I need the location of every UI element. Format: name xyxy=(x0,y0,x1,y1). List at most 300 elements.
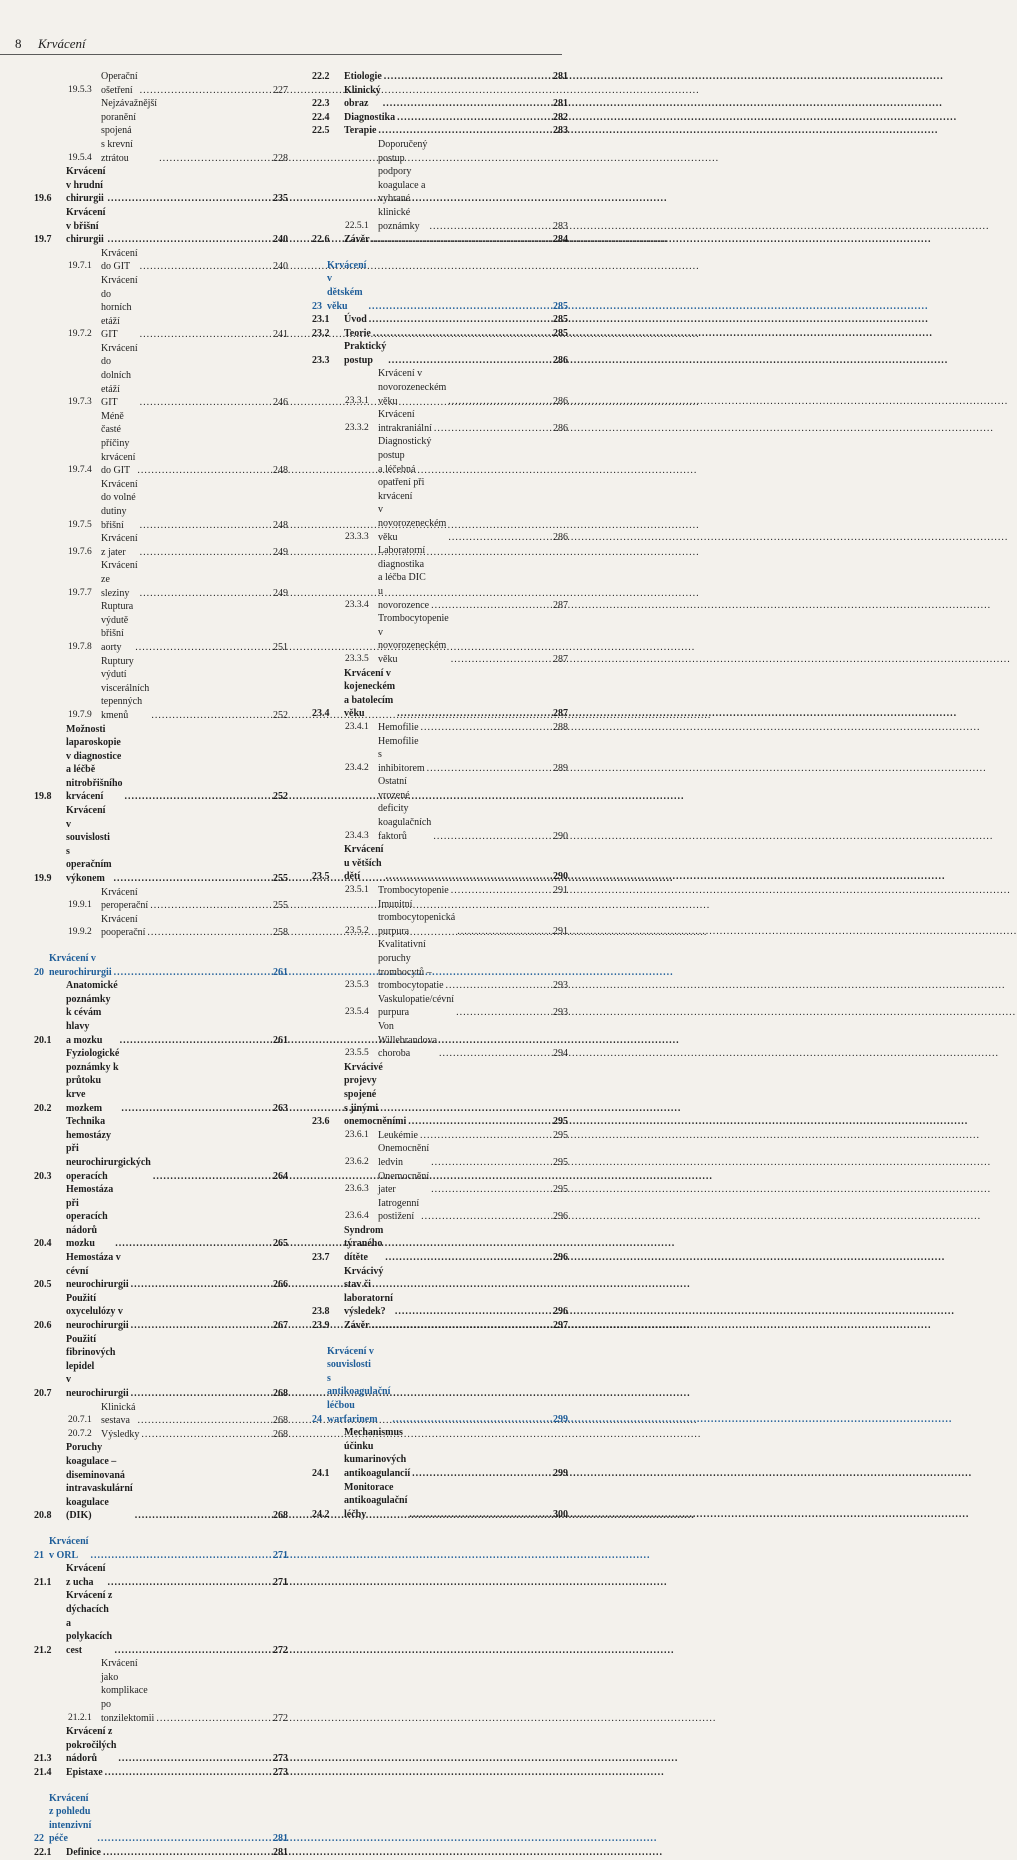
toc-entry-title: Krvácení do horních etáží GIT xyxy=(101,274,138,341)
section-gap xyxy=(312,247,568,259)
leader-dots xyxy=(118,1752,271,1766)
toc-entry-title: Fyziologické poznámky k průtoku krve mozkem xyxy=(66,1048,120,1114)
toc-subsection-entry xyxy=(312,1142,568,1169)
leader-dots xyxy=(131,1319,271,1333)
toc-entry-page: 281 xyxy=(273,1847,288,1858)
toc-entry-title: Teorie xyxy=(344,327,371,339)
toc-entry-page: 285 xyxy=(553,300,568,312)
leader-dots xyxy=(456,1006,551,1020)
toc-entry-page: 228 xyxy=(273,152,288,164)
toc-entry-page: 249 xyxy=(273,546,288,558)
toc-section-entry xyxy=(312,1426,568,1480)
toc-entry-number: 22.5 xyxy=(312,125,330,137)
toc-entry-number: 23.3.4 xyxy=(345,599,369,610)
toc-chapter-entry xyxy=(34,1535,288,1562)
toc-entry-number: 20.2 xyxy=(34,1102,52,1114)
leader-dots xyxy=(451,653,551,667)
toc-chapter-entry xyxy=(312,259,568,313)
leader-dots xyxy=(409,1508,551,1522)
toc-section-entry xyxy=(34,206,288,247)
toc-entry-number: 22.4 xyxy=(312,111,330,123)
toc-subsection-entry xyxy=(312,138,568,233)
toc-entry-title: Praktický postup xyxy=(344,341,387,366)
toc-subsection-entry xyxy=(34,600,288,654)
toc-entry-number: 20.4 xyxy=(34,1238,52,1250)
toc-entry-page: 297 xyxy=(553,1320,568,1332)
toc-entry-number: 22 xyxy=(34,1833,44,1845)
leader-dots xyxy=(420,1129,551,1143)
toc-entry-title: Krvácení intrakraniální xyxy=(378,409,432,434)
toc-subsection-entry xyxy=(34,1428,288,1442)
toc-entry-number: 19.8 xyxy=(34,791,52,803)
leader-dots xyxy=(103,1846,271,1860)
toc-entry-page: 267 xyxy=(273,1320,288,1332)
toc-entry-page: 286 xyxy=(553,531,568,543)
toc-entry-page: 295 xyxy=(553,1116,568,1128)
toc-entry-title: Onemocnění ledvin xyxy=(378,1143,430,1168)
toc-entry-number: 23.3.1 xyxy=(345,395,369,406)
toc-entry-page: 286 xyxy=(553,395,568,407)
toc-entry-page: 271 xyxy=(273,1576,288,1588)
toc-entry-title: Krvácení z ucha xyxy=(66,1563,106,1588)
toc-entry-page: 246 xyxy=(273,397,288,409)
leader-dots xyxy=(397,111,551,125)
toc-entry-title: Ruptura výdutě břišní aorty xyxy=(101,601,134,653)
toc-entry-number: 23.3.3 xyxy=(345,531,369,542)
toc-entry-title: Krvácení do dolních etáží GIT xyxy=(101,342,138,409)
leader-dots xyxy=(385,870,551,884)
toc-entry-number: 20.8 xyxy=(34,1510,52,1522)
leader-dots xyxy=(427,762,551,776)
toc-entry-title: Vaskulopatie/cévní purpura xyxy=(378,993,455,1019)
leader-dots xyxy=(431,599,551,613)
page-number: 8 xyxy=(15,36,22,51)
toc-entry-page: 296 xyxy=(553,1252,568,1264)
toc-subsection-entry xyxy=(312,408,568,435)
page-header xyxy=(0,36,600,58)
toc-entry-title: Doporučený postup podpory koagulace a vybrané klinické poznámky xyxy=(378,138,428,232)
toc-entry-number: 23.3.2 xyxy=(345,422,369,433)
toc-entry-page: 261 xyxy=(273,1034,288,1046)
leader-dots xyxy=(372,1319,551,1333)
toc-entry-number: 22.2 xyxy=(312,71,330,82)
leader-dots xyxy=(97,1832,271,1846)
toc-section-entry xyxy=(34,723,288,805)
toc-entry-page: 289 xyxy=(553,762,568,774)
toc-entry-number: 19.9.1 xyxy=(68,900,92,911)
leader-dots xyxy=(392,1413,551,1427)
toc-entry-page: 273 xyxy=(273,1753,288,1765)
toc-entry-title: Monitorace antikoagulační léčby xyxy=(344,1481,408,1520)
leader-dots xyxy=(446,979,551,993)
leader-dots xyxy=(373,327,551,341)
toc-entry-title: Krvácení v břišní chirurgii xyxy=(66,206,106,246)
leader-dots xyxy=(372,233,551,247)
toc-entry-title: Krvácení v ORL xyxy=(49,1535,89,1561)
toc-section-entry xyxy=(312,84,568,111)
leader-dots xyxy=(137,1414,271,1428)
toc-entry-number: 20.7 xyxy=(34,1388,52,1399)
toc-entry-page: 287 xyxy=(553,599,568,611)
toc-entry-number: 23 xyxy=(312,300,322,312)
leader-dots xyxy=(431,1156,551,1170)
toc-entry-page: 266 xyxy=(273,1279,288,1291)
section-gap xyxy=(34,940,288,952)
toc-entry-page: 272 xyxy=(273,1712,288,1724)
toc-entry-number: 20 xyxy=(34,966,44,978)
toc-section-entry xyxy=(34,1292,288,1333)
toc-section-entry xyxy=(312,340,568,367)
toc-entry-title: Laboratorní diagnostika a léčba DIC u novorozence xyxy=(378,545,430,611)
toc-entry-title: Krvácení u větších dětí xyxy=(344,844,384,883)
toc-section-entry xyxy=(34,1251,288,1292)
leader-dots xyxy=(135,1509,271,1523)
toc-entry-number: 23.4 xyxy=(312,708,330,720)
toc-entry-number: 20.7.2 xyxy=(68,1428,92,1439)
toc-entry-page: 283 xyxy=(553,125,568,137)
toc-entry-page: 291 xyxy=(553,925,568,937)
toc-subsection-entry xyxy=(312,1197,568,1224)
toc-entry-number: 24 xyxy=(312,1413,322,1425)
toc-section-entry xyxy=(312,313,568,327)
toc-entry-title: Imunitní trombocytopenická purpura xyxy=(378,898,456,937)
toc-subsection-entry xyxy=(34,70,288,97)
toc-entry-number: 21 xyxy=(34,1549,44,1561)
toc-entry-page: 268 xyxy=(273,1510,288,1522)
toc-entry-title: Použití oxycelulózy v neurochirurgii xyxy=(66,1292,129,1332)
toc-subsection-entry xyxy=(312,367,568,408)
toc-entry-number: 19.5.3 xyxy=(68,84,92,95)
leader-dots xyxy=(107,192,271,206)
toc-entry-number: 21.2 xyxy=(34,1644,52,1656)
toc-entry-page: 241 xyxy=(273,329,288,341)
toc-entry-number: 22.6 xyxy=(312,234,330,246)
toc-section-entry xyxy=(34,1766,288,1780)
leader-dots xyxy=(388,354,551,368)
leader-dots xyxy=(150,899,271,913)
toc-entry-page: 258 xyxy=(273,927,288,939)
toc-entry-title: Krvácení peroperační xyxy=(101,886,149,912)
toc-entry-number: 19.7.7 xyxy=(68,587,92,598)
toc-section-entry xyxy=(34,1333,288,1401)
toc-entry-page: 281 xyxy=(553,71,568,82)
toc-entry-page: 285 xyxy=(553,314,568,326)
toc-entry-page: 282 xyxy=(553,111,568,123)
toc-entry-title: Definice xyxy=(66,1847,101,1858)
leader-dots xyxy=(121,1102,271,1116)
toc-entry-page: 227 xyxy=(273,84,288,96)
toc-subsection-entry xyxy=(34,478,288,532)
toc-entry-number: 19.7.9 xyxy=(68,709,92,720)
leader-dots xyxy=(412,1467,551,1481)
toc-subsection-entry xyxy=(34,247,288,274)
toc-subsection-entry xyxy=(312,544,568,612)
toc-entry-number: 23.4.2 xyxy=(345,762,369,773)
toc-entry-page: 300 xyxy=(553,1508,568,1520)
toc-entry-title: Operační ošetření xyxy=(101,71,138,96)
toc-entry-title: Trombocytopenie v novorozeneckém věku xyxy=(378,613,449,665)
toc-entry-page: 284 xyxy=(553,234,568,246)
toc-entry-page: 283 xyxy=(553,220,568,232)
toc-section-entry xyxy=(34,1441,288,1523)
toc-subsection-entry xyxy=(312,993,568,1020)
toc-entry-number: 23.9 xyxy=(312,1320,330,1332)
toc-entry-page: 290 xyxy=(553,871,568,883)
toc-entry-number: 22.5.1 xyxy=(345,220,369,231)
toc-entry-page: 290 xyxy=(553,830,568,842)
toc-entry-title: Trombocytopenie xyxy=(378,885,449,897)
section-gap xyxy=(34,1523,288,1535)
leader-dots xyxy=(159,152,271,166)
leader-dots xyxy=(115,1237,271,1251)
toc-entry-page: 268 xyxy=(273,1388,288,1399)
toc-entry-title: Terapie xyxy=(344,125,377,137)
toc-entry-title: Nejzávažnější poranění spojená s krevní ztrátou xyxy=(101,98,158,164)
leader-dots xyxy=(90,1549,271,1563)
toc-subsection-entry xyxy=(312,1020,568,1061)
toc-entry-page: 248 xyxy=(273,465,288,477)
toc-entry-page: 249 xyxy=(273,587,288,599)
toc-subsection-entry xyxy=(34,342,288,410)
toc-entry-title: Syndrom týraného dítěte xyxy=(344,1224,384,1264)
toc-section-entry xyxy=(312,1319,568,1333)
leader-dots xyxy=(431,1183,551,1197)
leader-dots xyxy=(105,1766,271,1780)
toc-entry-title: Kvalitativní poruchy trombocytů – trombocytopatie xyxy=(378,939,444,992)
toc-entry-title: Etiologie xyxy=(344,71,382,82)
toc-entry-page: 261 xyxy=(273,966,288,978)
leader-dots xyxy=(433,830,551,844)
toc-entry-number: 20.1 xyxy=(34,1034,52,1046)
toc-entry-number: 23.4.1 xyxy=(345,721,369,732)
leader-dots xyxy=(153,1170,271,1184)
section-gap xyxy=(312,1333,568,1345)
toc-entry-title: Méně časté příčiny krvácení do GIT xyxy=(101,410,136,477)
toc-entry-page: 287 xyxy=(553,708,568,720)
toc-entry-title: Krvácení v novorozeneckém věku xyxy=(378,368,447,407)
toc-entry-page: 281 xyxy=(553,98,568,110)
toc-entry-number: 19.7 xyxy=(34,234,52,246)
toc-entry-page: 252 xyxy=(273,709,288,721)
toc-entry-number: 23.6.2 xyxy=(345,1156,369,1167)
toc-subsection-entry xyxy=(34,559,288,600)
toc-entry-page: 293 xyxy=(553,980,568,992)
leader-dots xyxy=(140,519,271,533)
leader-dots xyxy=(383,97,551,111)
toc-entry-number: 23.7 xyxy=(312,1252,330,1264)
leader-dots xyxy=(397,707,551,721)
toc-entry-number: 23.5.1 xyxy=(345,885,369,896)
toc-entry-title: Klinický obraz xyxy=(344,84,381,110)
toc-entry-page: 240 xyxy=(273,261,288,273)
toc-entry-title: Hemofilie xyxy=(378,721,419,733)
toc-entry-page: 287 xyxy=(553,653,568,665)
toc-entry-number: 24.1 xyxy=(312,1467,330,1479)
toc-subsection-entry xyxy=(34,886,288,913)
leader-dots xyxy=(384,70,551,84)
toc-entry-number: 19.6 xyxy=(34,193,52,205)
toc-entry-page: 252 xyxy=(273,791,288,803)
toc-entry-number: 23.5.3 xyxy=(345,980,369,991)
leader-dots xyxy=(457,925,551,939)
toc-entry-number: 23.1 xyxy=(312,314,330,326)
leader-dots xyxy=(156,1712,271,1726)
toc-entry-number: 23.5 xyxy=(312,871,330,883)
toc-entry-page: 265 xyxy=(273,1238,288,1250)
toc-entry-page: 271 xyxy=(273,1549,288,1561)
toc-entry-title: Krvácivé projevy spojené s jinými onemocněními xyxy=(344,1061,407,1128)
leader-dots xyxy=(378,124,551,138)
toc-entry-number: 22.1 xyxy=(34,1847,52,1858)
toc-entry-title: Možnosti laparoskopie v diagnostice a léčbě nitrobřišního krvácení xyxy=(66,723,123,803)
toc-entry-number: 23.5.4 xyxy=(345,1007,369,1018)
toc-entry-number: 23.3 xyxy=(312,354,330,366)
toc-subsection-entry xyxy=(34,1657,288,1725)
toc-subsection-entry xyxy=(312,1170,568,1197)
leader-dots xyxy=(115,1644,272,1658)
toc-entry-title: Krvácení do volné dutiny břišní xyxy=(101,478,138,531)
leader-dots xyxy=(395,1305,551,1319)
toc-entry-number: 23.4.3 xyxy=(345,830,369,841)
toc-section-entry xyxy=(34,804,288,886)
toc-entry-title: Krvácení z pokročilých nádorů xyxy=(66,1726,117,1765)
toc-entry-page: 281 xyxy=(273,1833,288,1845)
toc-subsection-entry xyxy=(312,884,568,898)
leader-dots xyxy=(140,396,271,410)
leader-dots xyxy=(421,1210,551,1224)
toc-entry-page: 286 xyxy=(553,422,568,434)
toc-entry-page: 299 xyxy=(553,1413,568,1425)
toc-entry-page: 295 xyxy=(553,1129,568,1141)
toc-entry-number: 23.6.1 xyxy=(345,1129,369,1140)
toc-entry-page: 288 xyxy=(553,721,568,733)
leader-dots xyxy=(448,531,551,545)
leader-dots xyxy=(141,1428,271,1442)
leader-dots xyxy=(140,260,271,274)
toc-entry-page: 294 xyxy=(553,1048,568,1060)
toc-entry-title: Úvod xyxy=(344,314,367,326)
toc-entry-number: 19.7.1 xyxy=(68,261,92,272)
toc-entry-title: Krvácení z dýchacích a polykacích cest xyxy=(66,1590,113,1656)
toc-entry-title: Krvácení z jater xyxy=(101,533,138,558)
header-rule xyxy=(0,54,562,55)
toc-entry-number: 19.9 xyxy=(34,873,52,885)
toc-entry-title: Krvácení v dětském věku xyxy=(327,259,367,312)
leader-dots xyxy=(114,966,271,980)
toc-entry-title: Krvácení pooperační xyxy=(101,913,146,939)
toc-section-entry xyxy=(312,1481,568,1522)
toc-entry-number: 23.3.5 xyxy=(345,653,369,664)
toc-entry-title: Krvácení v kojeneckém a batolecím věku xyxy=(344,667,396,720)
toc-entry-number: 24.2 xyxy=(312,1508,330,1520)
toc-section-entry xyxy=(34,1047,288,1115)
toc-entry-page: 240 xyxy=(273,234,288,246)
toc-entry-page: 295 xyxy=(553,1184,568,1196)
toc-section-entry xyxy=(312,111,568,125)
toc-subsection-entry xyxy=(34,274,288,342)
toc-subsection-entry xyxy=(34,1401,288,1428)
toc-entry-page: 251 xyxy=(273,641,288,653)
toc-entry-number: 19.9.2 xyxy=(68,927,92,938)
toc-entry-title: Hemostáza v cévní neurochirurgii xyxy=(66,1252,129,1291)
toc-entry-title: Iatrogenní postižení xyxy=(378,1197,420,1223)
toc-chapter-entry xyxy=(34,952,288,979)
toc-section-entry xyxy=(312,1224,568,1265)
toc-entry-title: Krvácení v hrudní chirurgii xyxy=(66,166,106,205)
toc-section-entry xyxy=(34,979,288,1047)
toc-subsection-entry xyxy=(312,435,568,544)
toc-section-entry xyxy=(34,1589,288,1657)
toc-entry-title: Použití fibrinových lepidel v neurochirurgii xyxy=(66,1333,129,1399)
toc-entry-number: 20.6 xyxy=(34,1320,52,1332)
toc-subsection-entry xyxy=(34,97,288,165)
toc-right-column xyxy=(312,70,568,1521)
leader-dots xyxy=(368,300,551,314)
toc-entry-title: Hemostáza při operacích nádorů mozku xyxy=(66,1184,114,1250)
toc-subsection-entry xyxy=(312,735,568,776)
toc-section-entry xyxy=(312,70,568,84)
toc-entry-page: 296 xyxy=(553,1306,568,1318)
toc-subsection-entry xyxy=(34,655,288,723)
section-gap xyxy=(34,1780,288,1792)
toc-entry-number: 19.7.3 xyxy=(68,397,92,408)
toc-entry-page: 263 xyxy=(273,1102,288,1114)
toc-subsection-entry xyxy=(312,721,568,735)
toc-entry-title: Krvácení ze sleziny xyxy=(101,560,138,599)
toc-subsection-entry xyxy=(312,775,568,843)
toc-entry-title: Leukémie xyxy=(378,1129,418,1141)
toc-subsection-entry xyxy=(34,410,288,478)
toc-entry-number: 19.5.4 xyxy=(68,152,92,163)
toc-entry-title: Krvácení v souvislosti s operačním výkonem xyxy=(66,805,112,885)
toc-entry-title: Krvácení v neurochirurgii xyxy=(49,953,112,978)
toc-section-entry xyxy=(34,1562,288,1589)
toc-entry-page: 296 xyxy=(553,1211,568,1223)
toc-entry-page: 273 xyxy=(273,1767,288,1779)
leader-dots xyxy=(114,872,271,886)
toc-entry-title: Mechanismus účinku kumarinových antikoagulancií xyxy=(344,1427,411,1479)
leader-dots xyxy=(429,220,551,234)
toc-entry-page: 291 xyxy=(553,885,568,897)
leader-dots xyxy=(434,422,551,436)
leader-dots xyxy=(151,709,271,723)
leader-dots xyxy=(369,313,551,327)
toc-entry-page: 293 xyxy=(553,1007,568,1019)
leader-dots xyxy=(137,464,271,478)
toc-entry-page: 285 xyxy=(553,327,568,339)
toc-entry-title: Krvácení jako komplikace po tonzilektomii xyxy=(101,1658,155,1724)
leader-dots xyxy=(147,926,271,940)
toc-section-entry xyxy=(34,165,288,206)
toc-section-entry xyxy=(312,667,568,721)
toc-subsection-entry xyxy=(312,898,568,939)
leader-dots xyxy=(131,1387,271,1401)
leader-dots xyxy=(135,641,271,655)
toc-entry-number: 23.8 xyxy=(312,1306,330,1318)
toc-entry-number: 23.6.4 xyxy=(345,1211,369,1222)
toc-entry-number: 20.5 xyxy=(34,1279,52,1291)
toc-entry-title: Krvácení do GIT xyxy=(101,247,138,273)
toc-left-column xyxy=(34,70,288,1860)
toc-entry-number: 23.6.3 xyxy=(345,1184,369,1195)
leader-dots xyxy=(107,233,271,247)
leader-dots xyxy=(421,721,551,735)
toc-entry-number: 23.5.5 xyxy=(345,1048,369,1059)
toc-chapter-entry xyxy=(312,1345,568,1427)
leader-dots xyxy=(439,1047,551,1061)
toc-section-entry xyxy=(34,1183,288,1251)
toc-subsection-entry xyxy=(312,938,568,992)
